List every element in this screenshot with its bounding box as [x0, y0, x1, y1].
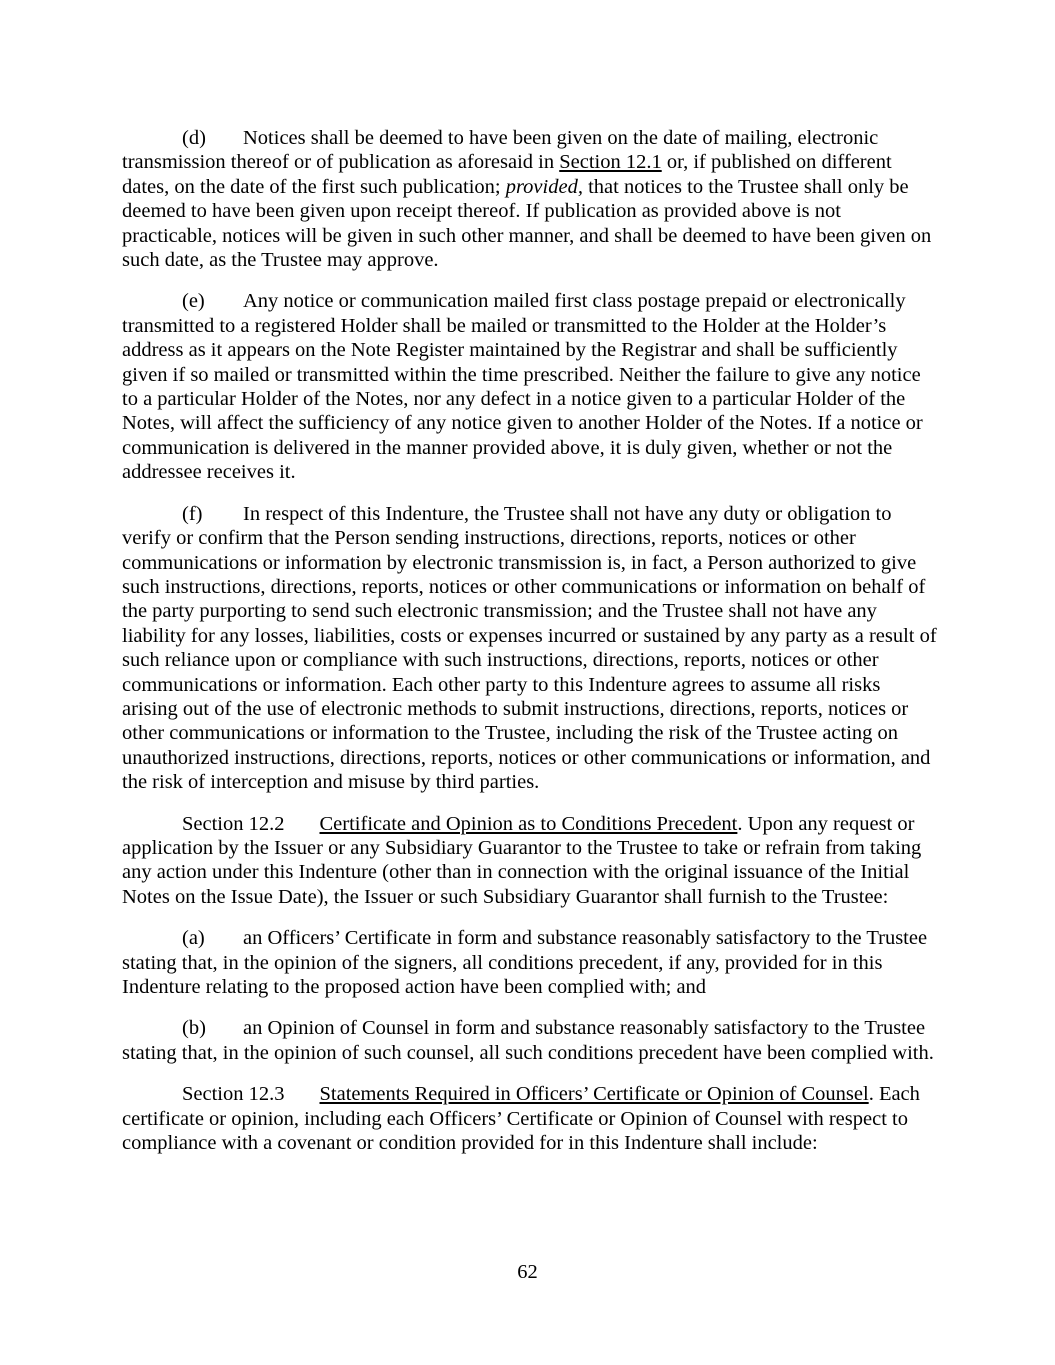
text-run: . Upon any request or application by the Issuer or any Subsidiary Guarantor to the Trustee to take or refrain from taking any action under this Indenture (other than in connection with the original issuance of the Initial Notes on the Issue Date), the Issuer or such Subsidiary Guarantor shall furnish to the Trustee: [122, 812, 922, 908]
underlined-text-run: Section 12.1 [559, 151, 662, 174]
paragraph-label: (f) [182, 502, 203, 525]
numbered-paragraph [122, 1016, 938, 1065]
paragraph-label: (e) [182, 290, 205, 313]
numbered-paragraph [122, 926, 938, 999]
underlined-text-run: Certificate and Opinion as to Conditions Precedent [319, 812, 738, 835]
text-run: Notices shall be deemed to have been given on the date of mailing, electronic transmission thereof or of publication as aforesaid in [122, 127, 879, 174]
text-run: Any notice or communication mailed first class postage prepaid or electronically transmitted to a registered Holder shall be mailed or transmitted to the Holder at the Holder’s address as it appears on the Note Register maintained by the Registrar and shall be sufficiently given if so mailed or transmitted within the time prescribed. Neither the failure to give any notice to a particular Holder of the Notes, nor any defect in a notice given to a particular Holder of the Notes, will affect the sufficiency of any notice given to another Holder of the Notes. If a notice or communication is delivered in the manner provided above, it is duly given, whether or not the addressee receives it. [122, 290, 923, 484]
paragraph-label: (a) [182, 927, 205, 950]
numbered-paragraph [122, 502, 938, 795]
paragraph-label: Section 12.3 [182, 1083, 285, 1106]
section-heading-paragraph [122, 812, 938, 910]
text-run: . Each certificate or opinion, including each Officers’ Certificate or Opinion of Counsel with respect to compliance with a covenant or condition provided for in this Indenture shall include: [122, 1083, 920, 1155]
section-heading-paragraph [122, 1082, 938, 1155]
text-run: In respect of this Indenture, the Trustee shall not have any duty or obligation to verify or confirm that the Person sending instructions, directions, reports, notices or other communications or information by electronic transmission is, in fact, a Person authorized to give such instructions, directions, reports, notices or other communications or information on behalf of the party purporting to send such electronic transmission; and the Trustee shall not have any liability for any losses, liabilities, costs or expenses incurred or sustained by any party as a result of such reliance upon or compliance with such instructions, directions, reports, notices or other communications or information. Each other party to this Indenture agrees to assume all risks arising out of the use of electronic methods to submit instructions, directions, reports, notices or other communications or information to the Trustee, including the risk of the Trustee acting on unauthorized instructions, directions, reports, notices or other communications or information, and the risk of interception and misuse by third parties. [122, 502, 937, 794]
numbered-paragraph [122, 289, 938, 484]
text-run: an Officers’ Certificate in form and substance reasonably satisfactory to the Trustee stating that, in the opinion of the signers, all conditions precedent, if any, provided for in this Indenture relating to the proposed action have been complied with; and [122, 927, 928, 998]
numbered-paragraph [122, 126, 938, 272]
underlined-text-run: Statements Required in Officers’ Certificate or Opinion of Counsel [319, 1083, 869, 1106]
document-body [122, 126, 938, 1172]
italic-text-run: provided, [505, 175, 583, 198]
text-run: an Opinion of Counsel in form and substance reasonably satisfactory to the Trustee stating that, in the opinion of such counsel, all such conditions precedent have been complied with. [122, 1017, 934, 1064]
text-run: or, if published on different dates, on the date of the first such publication; [122, 151, 892, 198]
paragraph-label: (d) [182, 127, 206, 149]
page-number: 62 [517, 1261, 538, 1283]
paragraph-label: Section 12.2 [182, 812, 285, 835]
paragraph-label: (b) [182, 1017, 206, 1040]
page-footer [0, 1260, 1055, 1284]
text-run: that notices to the Trustee shall only be deemed to have been given upon receipt thereof. If publication as provided above is not practicable, notices will be given in such other manner, and shall be deemed to have been given on such date, as the Trustee may approve. [122, 175, 932, 272]
